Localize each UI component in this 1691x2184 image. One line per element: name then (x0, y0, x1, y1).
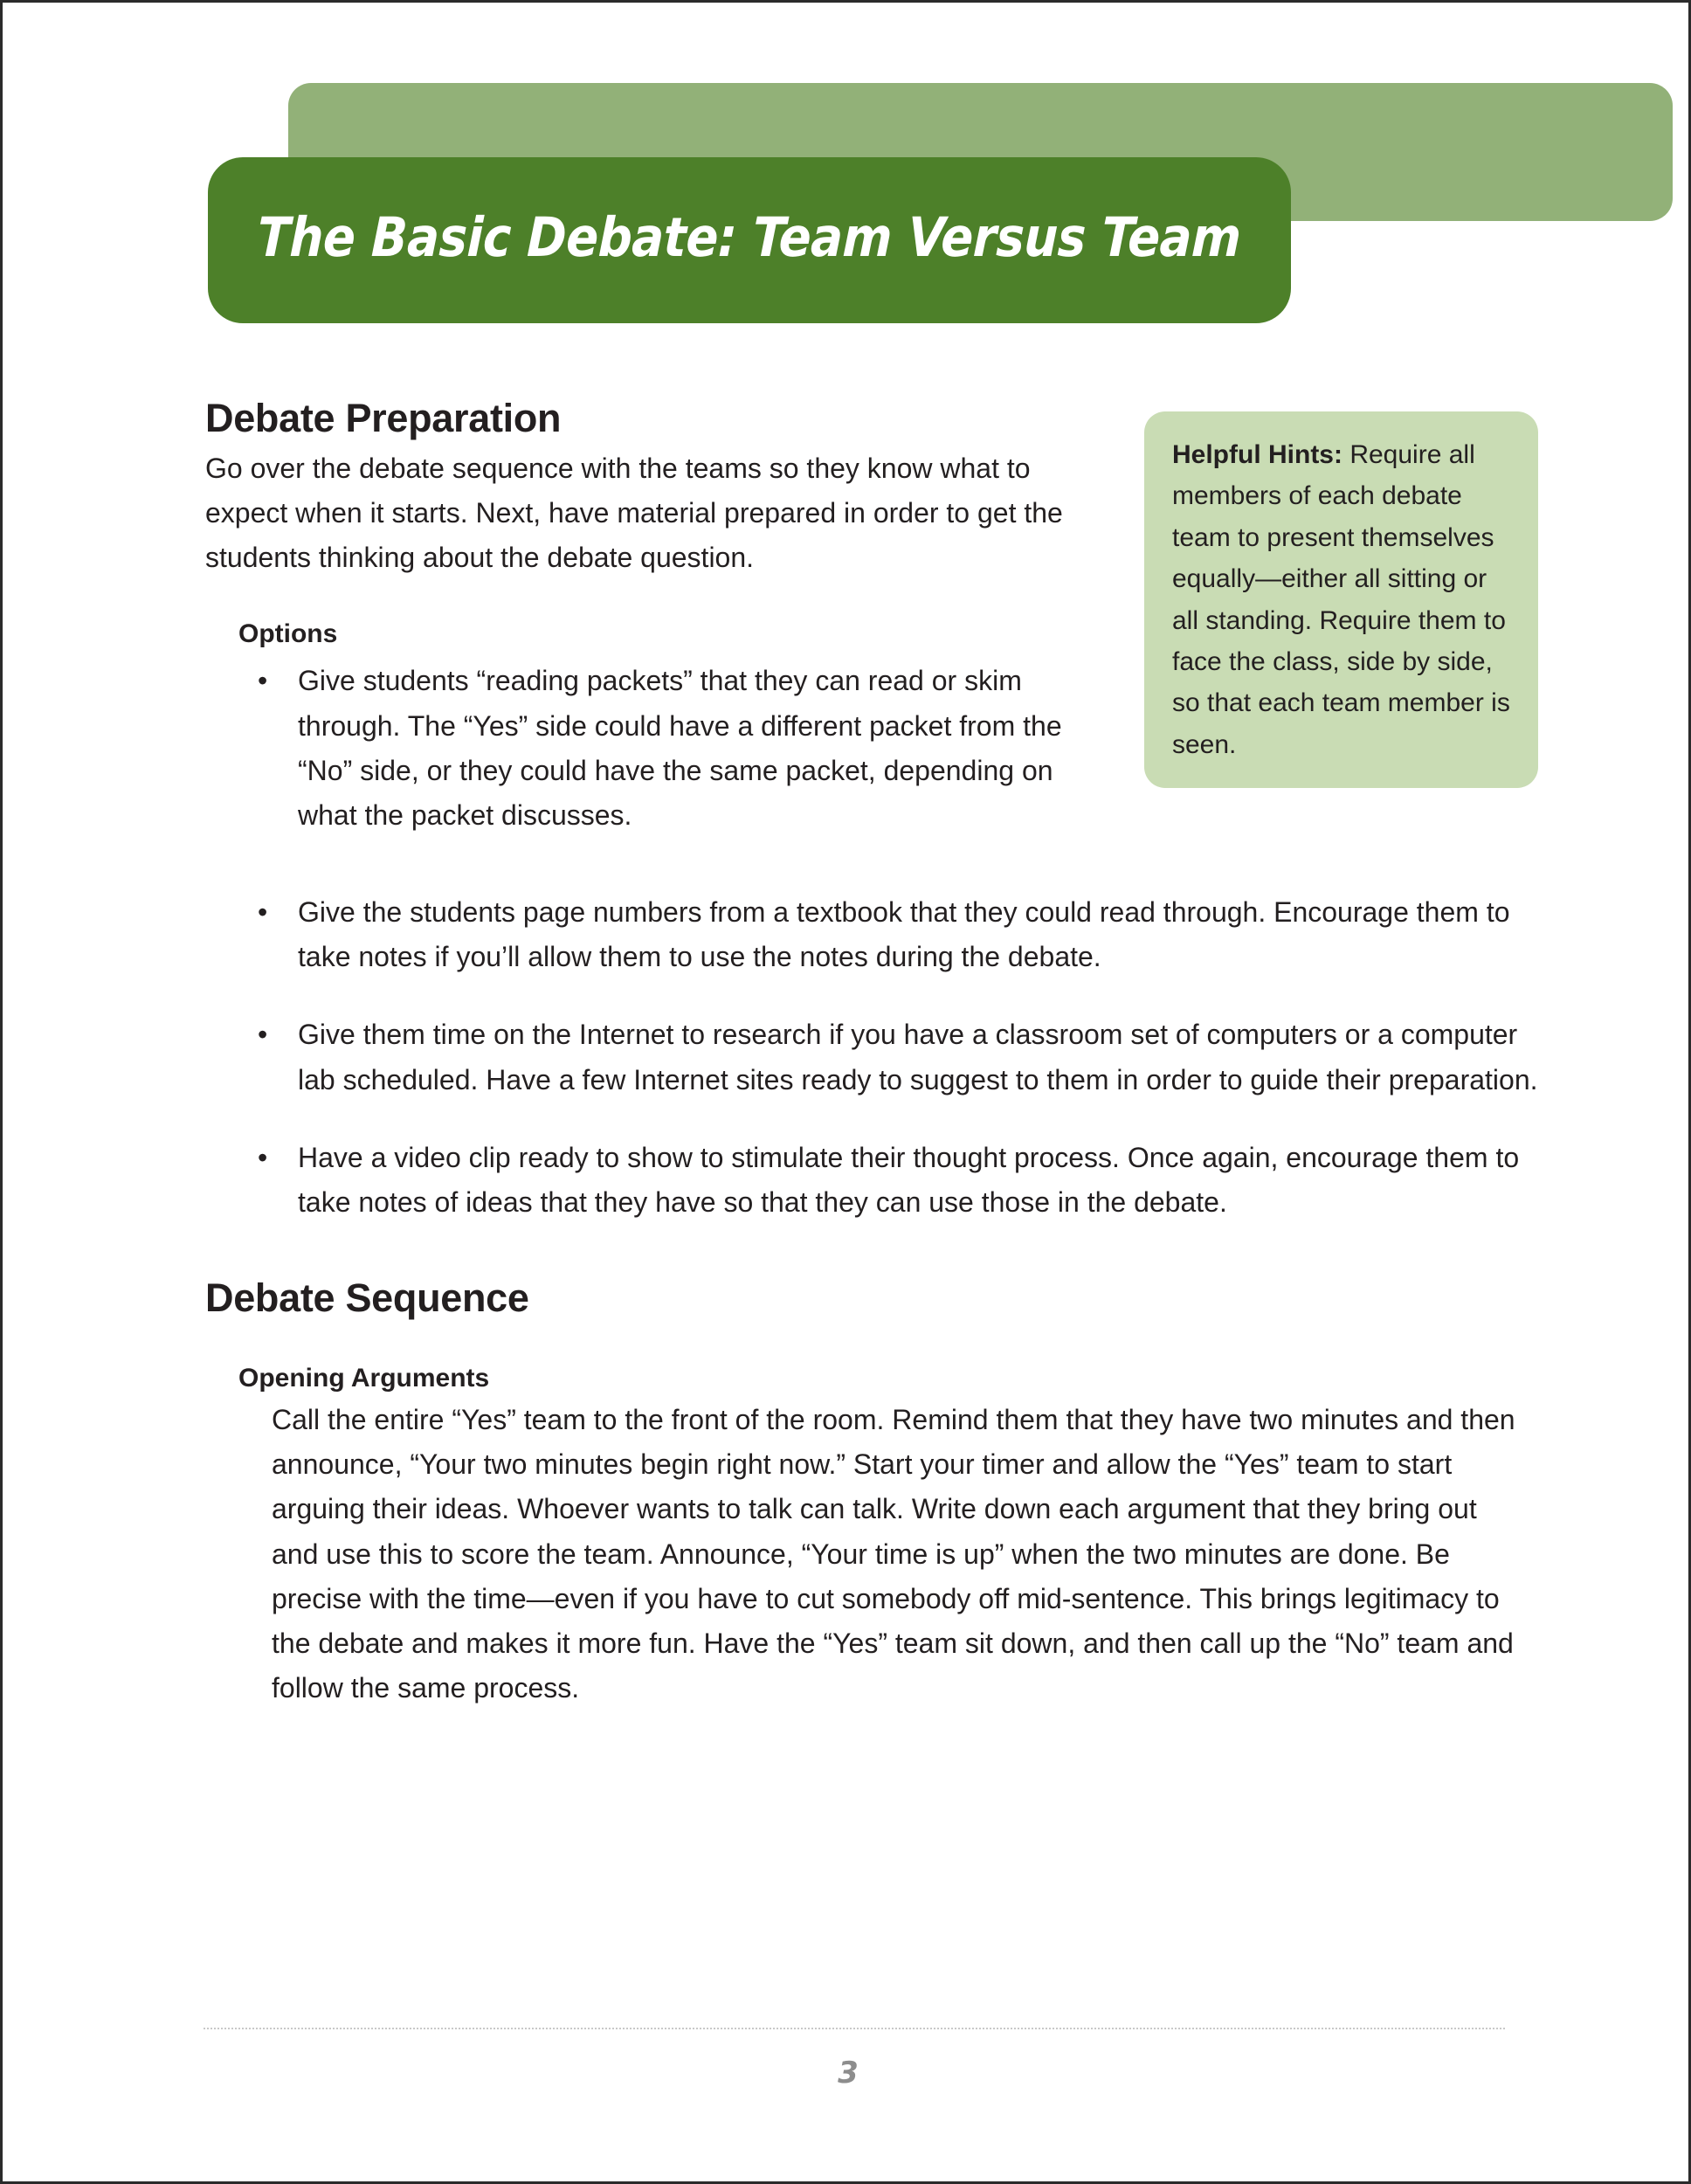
helpful-hints-body: Require all members of each debate team to present themselves equally—either all sitting or all standing. Require them to face the class, side by side, so that each team member is seen. (1172, 440, 1510, 759)
heading-debate-sequence: Debate Sequence (205, 1275, 529, 1321)
page-title: The Basic Debate: Team Versus Team (257, 205, 1243, 269)
list-item (238, 1013, 1547, 1102)
list-item-text: Give them time on the Internet to research if you have a classroom set of computers or a computer lab scheduled. Have a few Internet sites ready to suggest to them in order to guide their preparation. (298, 1019, 1538, 1095)
paragraph-opening-arguments: Call the entire “Yes” team to the front of the room. Remind them that they have two minutes and then announce, “Your two minutes begin right now.” Start your timer and allow the “Yes” team to start arguing their ideas. Whoever wants to talk can talk. Write down each argument that they bring out and use this to score the team. Announce, “Your time is up” when the two minutes are done. Be precise with the time—even if you have to cut somebody off mid-sentence. This brings legitimacy to the debate and makes it more fun. Have the “Yes” team sit down, and then call up the “No” team and follow the same process. (272, 1403, 1515, 1704)
list-item-text: Give students “reading packets” that they can read or skim through. The “Yes” side could have a different packet from the “No” side, or they could have the same packet, depending on what the packet discusses. (298, 665, 1062, 831)
helpful-hints-label: Helpful Hints: (1172, 440, 1342, 469)
bullet-icon: • (258, 1141, 268, 1173)
opening-arguments-group (205, 1363, 1542, 1711)
header-band-title (208, 157, 1291, 323)
section-debate-sequence (205, 1275, 1542, 1711)
list-item (238, 1136, 1547, 1225)
options-group-continued (205, 890, 1542, 1225)
heading-opening-arguments: Opening Arguments (238, 1363, 490, 1393)
options-list-secondary (238, 890, 1542, 1225)
list-item-text: Have a video clip ready to show to stimulate their thought process. Once again, encourage them to take notes of ideas that they have so that they can use those in the debate. (298, 1141, 1520, 1218)
page-content (205, 396, 1542, 1711)
helpful-hints-text (1172, 434, 1512, 765)
bullet-icon: • (258, 665, 268, 697)
paragraph-preparation-intro: Go over the debate sequence with the teams so they know what to expect when it starts. Next, have material prepared in order to get the students thinking about the debate question. (205, 452, 1063, 574)
list-item-text: Give the students page numbers from a textbook that they could read through. Encourage them to take notes if you’ll allow them to use the notes during the debate. (298, 896, 1510, 973)
bullet-icon: • (258, 896, 268, 929)
footer-divider (204, 2028, 1505, 2029)
page-number: 3 (838, 2056, 859, 2091)
helpful-hints-callout (1144, 411, 1538, 788)
list-item (238, 659, 1088, 838)
list-item (238, 890, 1547, 979)
bullet-icon: • (258, 1019, 268, 1051)
heading-debate-preparation: Debate Preparation (205, 396, 562, 440)
heading-options: Options (238, 619, 338, 649)
